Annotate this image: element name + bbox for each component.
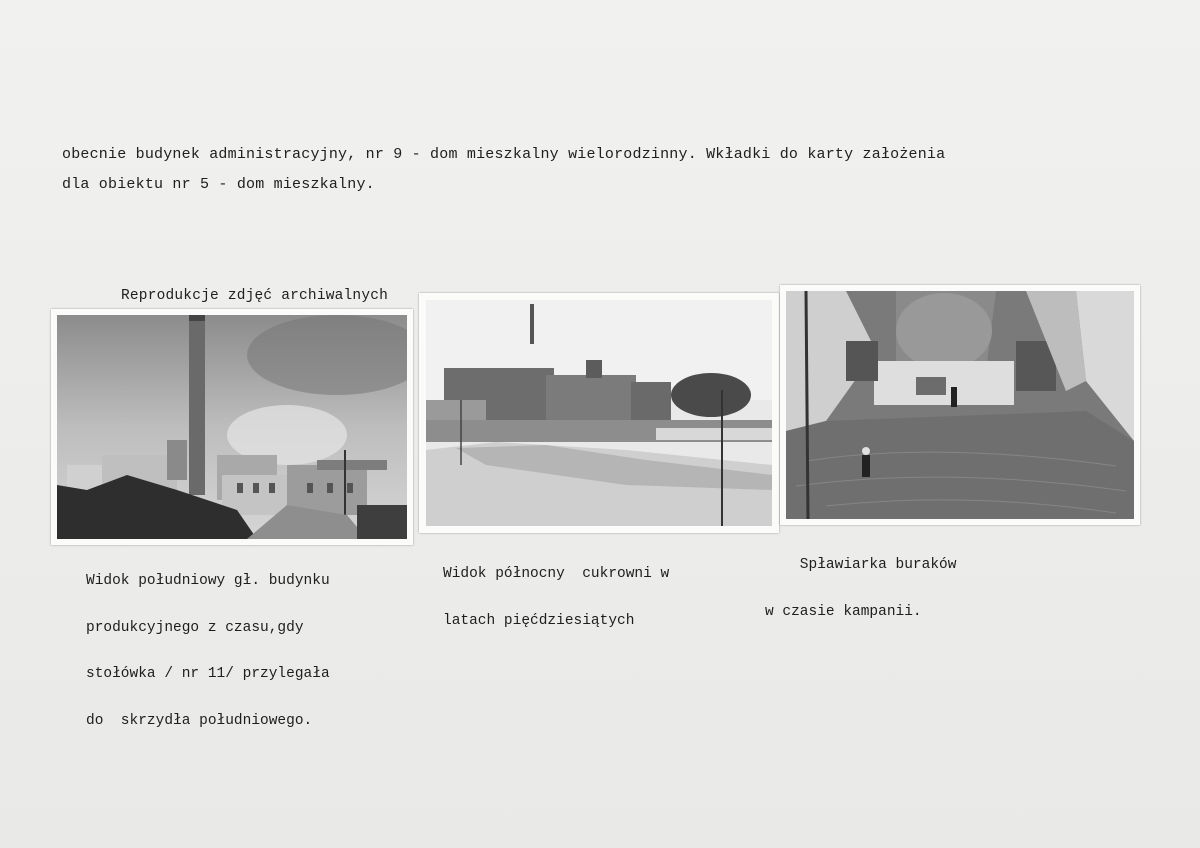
photo-north-view [419,293,779,533]
caption-line: do skrzydła południowego. [86,712,313,729]
photo-beet-flume [780,285,1140,525]
photo-beet-flume-image [786,291,1134,519]
caption-line: latach pięćdziesiątych [443,612,635,629]
photo-south-view [51,309,413,545]
caption-line: w czasie kampanii. [765,603,922,620]
caption-north-view [443,536,669,660]
caption-line: Widok północny cukrowni w [443,566,670,582]
caption-line: stołówka / nr 11/ przylegała [86,666,330,682]
caption-beet-flume [765,527,956,651]
caption-line: Widok południowy gł. budynku [86,573,330,589]
photo-north-view-image [426,300,772,526]
caption-line: produkcyjnego z czasu,gdy [86,619,304,636]
caption-south-view [86,543,330,760]
intro-text-line-1: obecnie budynek administracyjny, nr 9 - dom mieszkalny wielorodzinny. Wkładki do karty założenia [62,146,946,163]
photo-south-view-image [57,315,407,539]
caption-line: Spławiarka buraków [765,557,957,573]
photos-heading: Reprodukcje zdjęć archiwalnych [121,288,389,304]
intro-text-line-2: dla obiektu nr 5 - dom mieszkalny. [62,176,375,193]
